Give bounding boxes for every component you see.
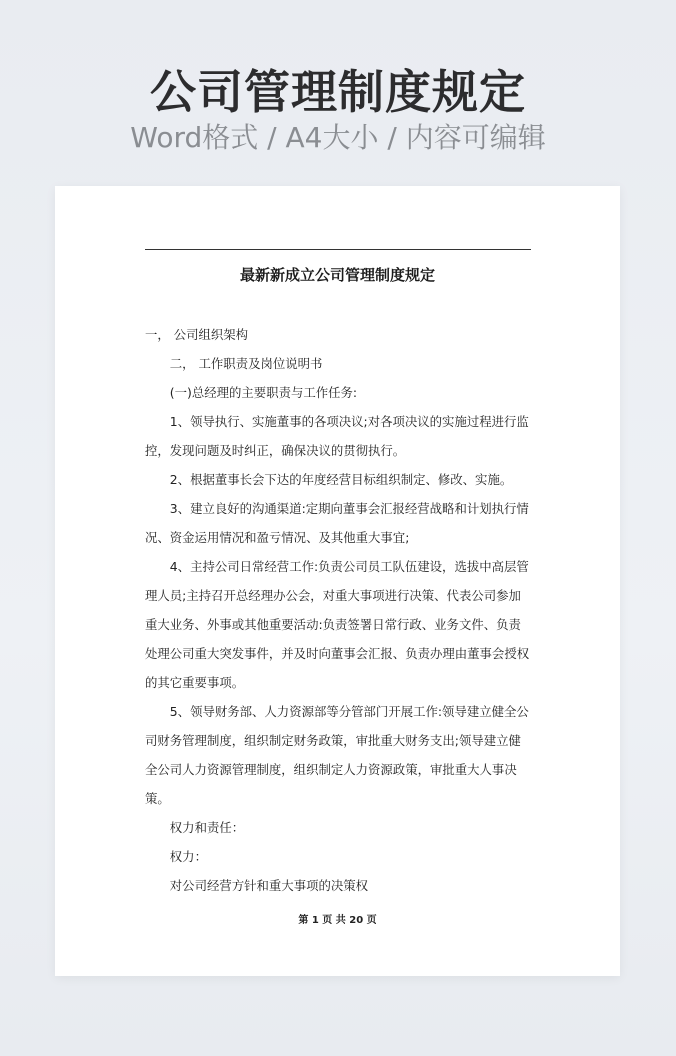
paragraph: 2、根据董事长会下达的年度经营目标组织制定、修改、实施。 xyxy=(169,472,513,487)
document-body xyxy=(145,320,531,900)
paragraph: 二， 工作职责及岗位说明书 xyxy=(169,356,323,371)
header-rule xyxy=(145,249,531,250)
banner-title: 公司管理制度规定 xyxy=(150,65,526,119)
paragraph: 4、主持公司日常经营工作:负责公司员工队伍建设，选拔中高层管理人员;主持召开总经理办公会，对重大事项进行决策、代表公司参加重大业务、外事或其他重要活动:负责签署日常行政、业务文件、负责处理公司重大突发事件，并及时向董事会汇报、负责办理由董事会授权的其它重要事项。 xyxy=(145,559,530,690)
paragraph: 5、领导财务部、人力资源部等分管部门开展工作:领导建立健全公司财务管理制度，组织制定财务政策，审批重大财务支出;领导建立健全公司人力资源管理制度，组织制定人力资源政策，审批重大人事决策。 xyxy=(145,704,529,806)
banner xyxy=(0,0,676,185)
page-footer: 第 1 页 共 20 页 xyxy=(298,915,377,926)
document-page xyxy=(55,186,620,976)
paragraph: 权力和责任： xyxy=(169,820,245,835)
paragraph: 1、领导执行、实施董事的各项决议;对各项决议的实施过程进行监控，发现问题及时纠正，确保决议的贯彻执行。 xyxy=(145,414,529,458)
paragraph: 权力： xyxy=(169,849,207,864)
banner-subtitle: Word格式 / A4大小 / 内容可编辑 xyxy=(130,121,546,154)
paragraph: (一)总经理的主要职责与工作任务: xyxy=(169,385,358,400)
document-title: 最新新成立公司管理制度规定 xyxy=(239,266,435,284)
paragraph: 一， 公司组织架构 xyxy=(145,327,249,342)
paragraph: 3、建立良好的沟通渠道:定期向董事会汇报经营战略和计划执行情况、资金运用情况和盈亏情况、及其他重大事宜; xyxy=(145,501,529,545)
paragraph: 对公司经营方针和重大事项的决策权 xyxy=(169,878,369,893)
